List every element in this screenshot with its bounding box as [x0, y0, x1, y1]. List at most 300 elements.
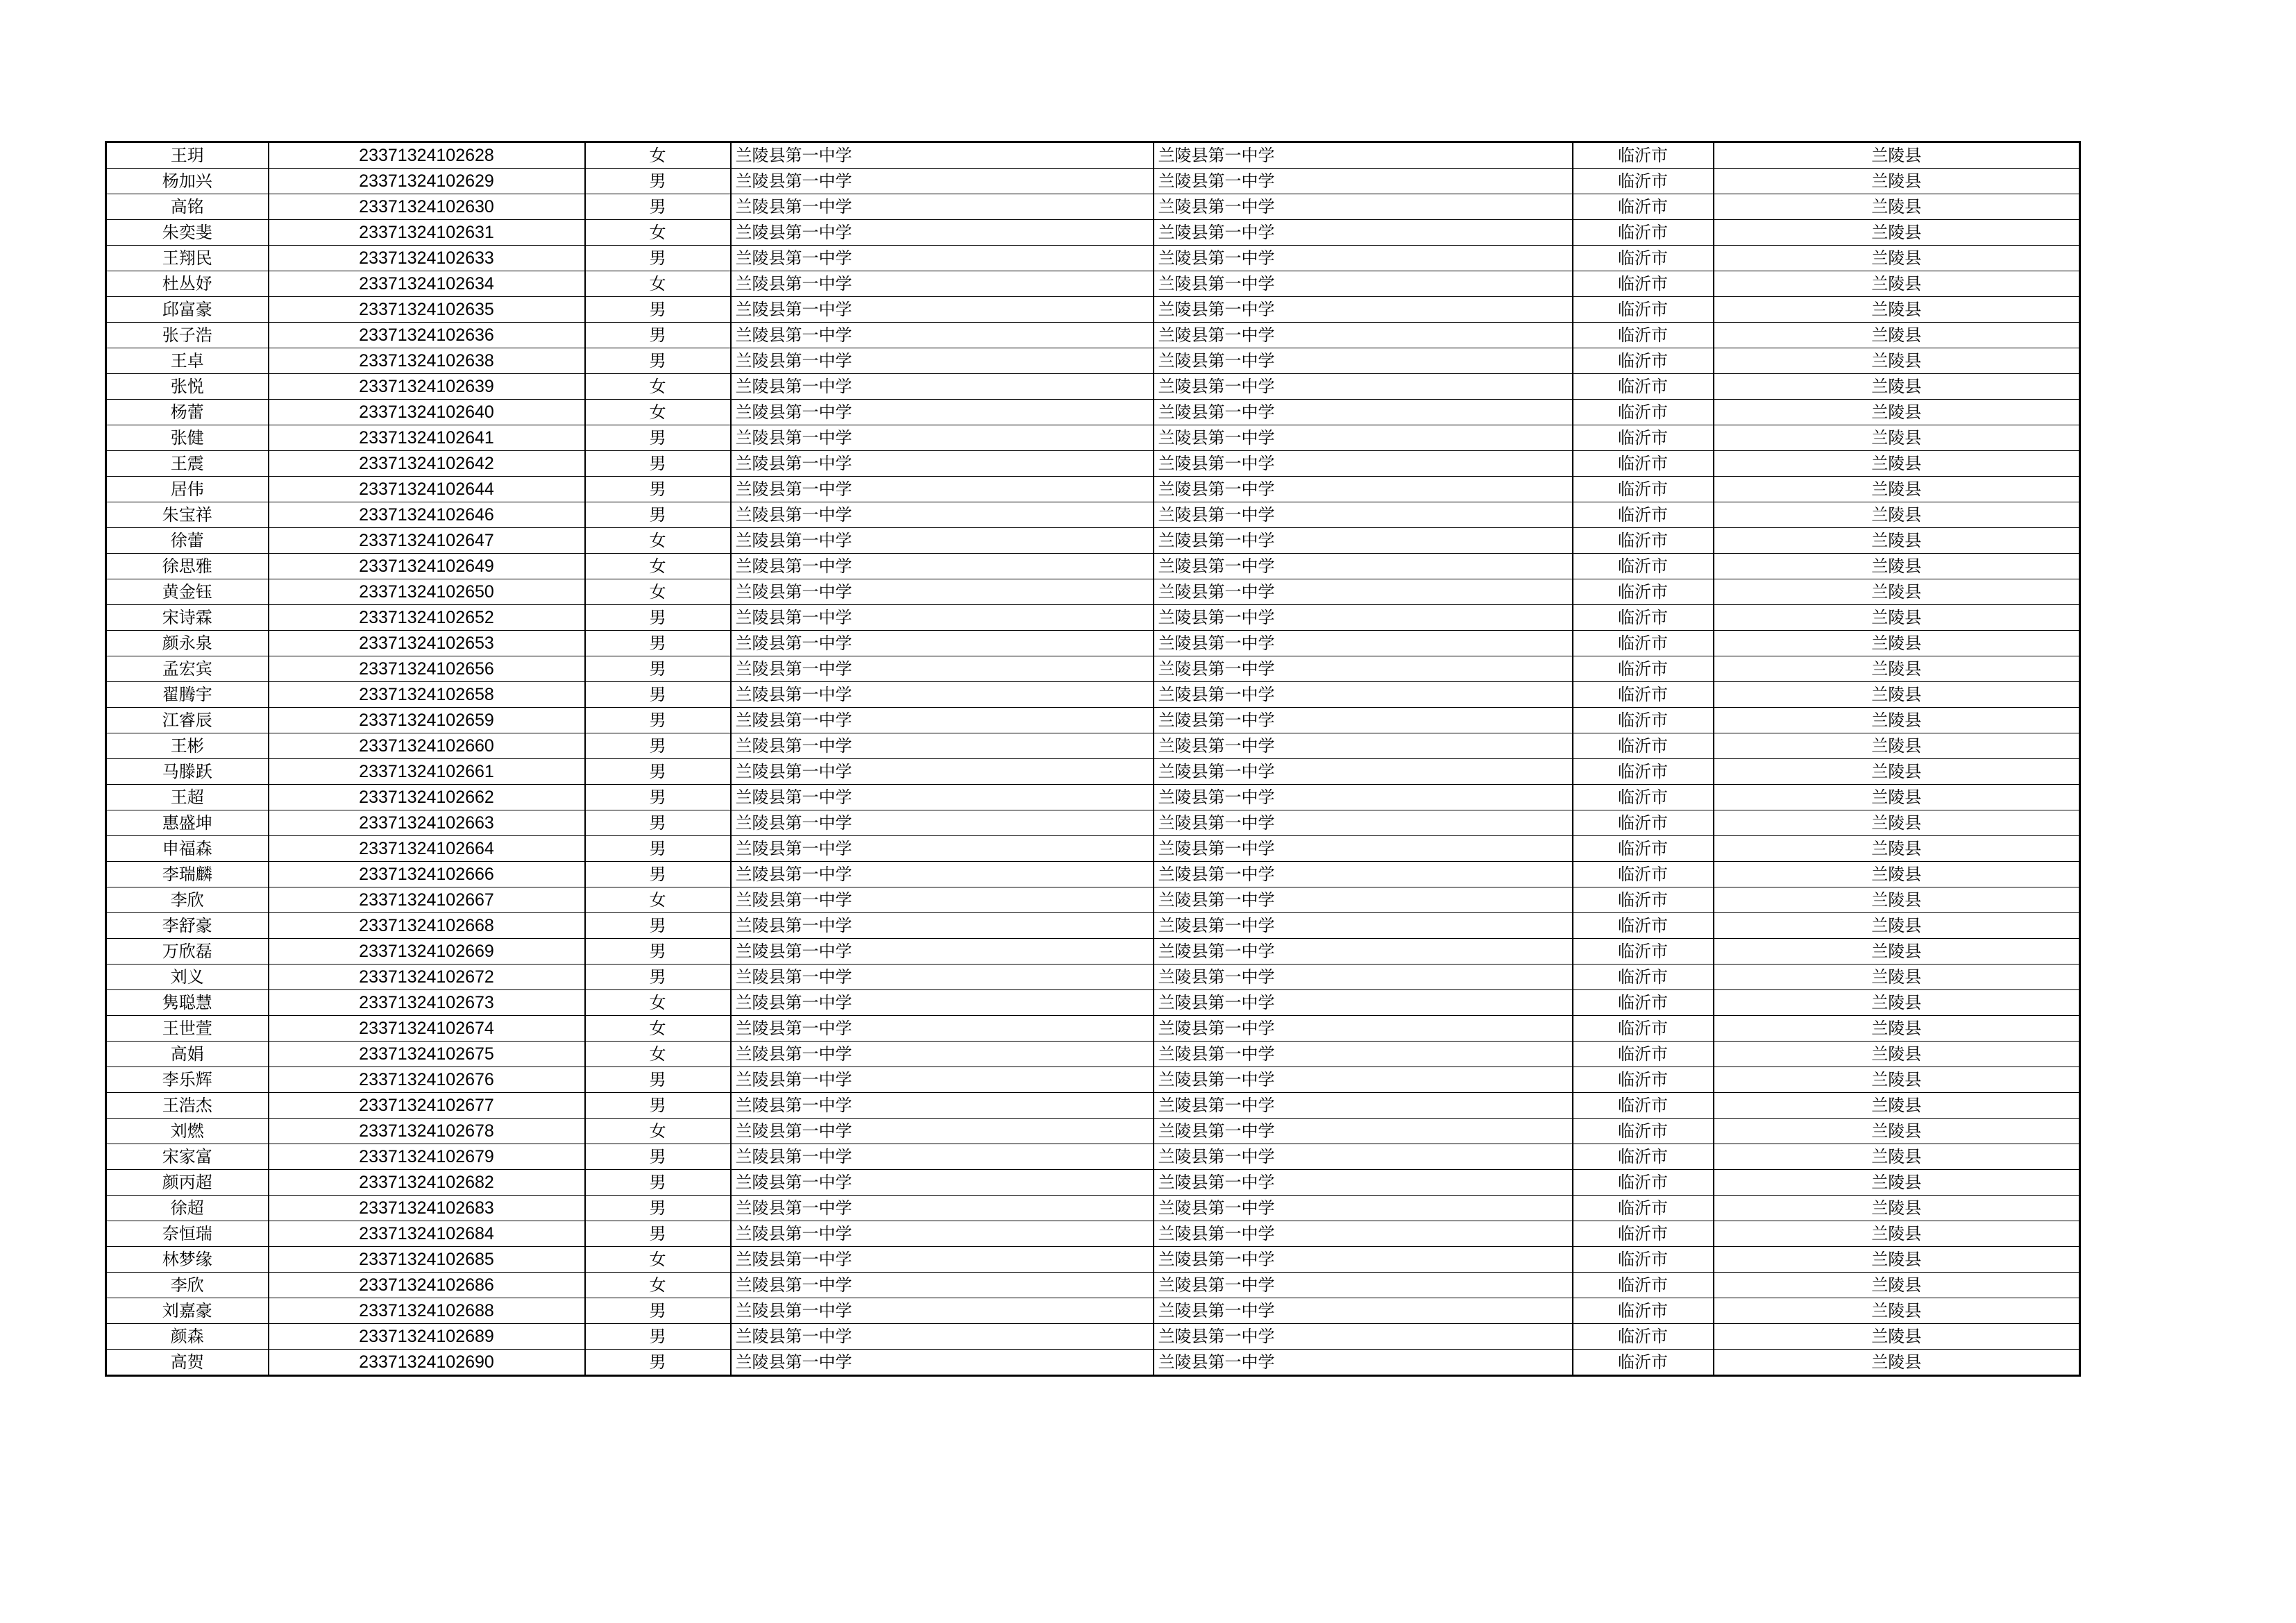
student-name-cell: 惠盛坤 [106, 810, 269, 836]
school-cell: 兰陵县第一中学 [731, 656, 1154, 682]
table-row [106, 374, 2080, 400]
gender-cell: 男 [585, 1196, 731, 1221]
county-cell: 兰陵县 [1714, 656, 2080, 682]
gender-cell: 男 [585, 1350, 731, 1376]
city-cell: 临沂市 [1573, 1273, 1714, 1298]
table-row [106, 785, 2080, 810]
county-cell: 兰陵县 [1714, 1196, 2080, 1221]
city-cell: 临沂市 [1573, 1016, 1714, 1042]
registered-school-cell: 兰陵县第一中学 [1154, 1119, 1573, 1144]
school-cell: 兰陵县第一中学 [731, 1067, 1154, 1093]
school-cell: 兰陵县第一中学 [731, 425, 1154, 451]
table-row [106, 246, 2080, 271]
table-row [106, 502, 2080, 528]
student-name-cell: 张健 [106, 425, 269, 451]
table-row [106, 142, 2080, 169]
exam-number-cell: 23371324102677 [269, 1093, 585, 1119]
table-row [106, 271, 2080, 297]
student-name-cell: 刘嘉豪 [106, 1298, 269, 1324]
student-name-cell: 宋家富 [106, 1144, 269, 1170]
table-row [106, 1144, 2080, 1170]
school-cell: 兰陵县第一中学 [731, 887, 1154, 913]
gender-cell: 男 [585, 631, 731, 656]
city-cell: 临沂市 [1573, 708, 1714, 733]
school-cell: 兰陵县第一中学 [731, 1042, 1154, 1067]
table-row [106, 220, 2080, 246]
exam-number-cell: 23371324102666 [269, 862, 585, 887]
student-name-cell: 朱宝祥 [106, 502, 269, 528]
student-name-cell: 高娟 [106, 1042, 269, 1067]
gender-cell: 男 [585, 939, 731, 965]
city-cell: 临沂市 [1573, 1067, 1714, 1093]
county-cell: 兰陵县 [1714, 759, 2080, 785]
exam-number-cell: 23371324102668 [269, 913, 585, 939]
student-name-cell: 颜丙超 [106, 1170, 269, 1196]
student-name-cell: 奈恒瑞 [106, 1221, 269, 1247]
exam-number-cell: 23371324102658 [269, 682, 585, 708]
registered-school-cell: 兰陵县第一中学 [1154, 297, 1573, 323]
exam-number-cell: 23371324102663 [269, 810, 585, 836]
table-row [106, 1324, 2080, 1350]
county-cell: 兰陵县 [1714, 348, 2080, 374]
school-cell: 兰陵县第一中学 [731, 1221, 1154, 1247]
county-cell: 兰陵县 [1714, 1247, 2080, 1273]
gender-cell: 男 [585, 246, 731, 271]
table-row [106, 477, 2080, 502]
exam-number-cell: 23371324102640 [269, 400, 585, 425]
registered-school-cell: 兰陵县第一中学 [1154, 1221, 1573, 1247]
school-cell: 兰陵县第一中学 [731, 374, 1154, 400]
county-cell: 兰陵县 [1714, 1324, 2080, 1350]
school-cell: 兰陵县第一中学 [731, 502, 1154, 528]
registered-school-cell: 兰陵县第一中学 [1154, 759, 1573, 785]
table-row [106, 1273, 2080, 1298]
gender-cell: 女 [585, 528, 731, 554]
exam-number-cell: 23371324102642 [269, 451, 585, 477]
school-cell: 兰陵县第一中学 [731, 1350, 1154, 1376]
school-cell: 兰陵县第一中学 [731, 965, 1154, 990]
school-cell: 兰陵县第一中学 [731, 759, 1154, 785]
school-cell: 兰陵县第一中学 [731, 194, 1154, 220]
table-row [106, 682, 2080, 708]
student-name-cell: 徐超 [106, 1196, 269, 1221]
county-cell: 兰陵县 [1714, 1042, 2080, 1067]
school-cell: 兰陵县第一中学 [731, 682, 1154, 708]
county-cell: 兰陵县 [1714, 631, 2080, 656]
school-cell: 兰陵县第一中学 [731, 271, 1154, 297]
school-cell: 兰陵县第一中学 [731, 169, 1154, 194]
school-cell: 兰陵县第一中学 [731, 1196, 1154, 1221]
student-name-cell: 刘义 [106, 965, 269, 990]
student-name-cell: 李乐辉 [106, 1067, 269, 1093]
table-row [106, 862, 2080, 887]
exam-number-cell: 23371324102664 [269, 836, 585, 862]
registered-school-cell: 兰陵县第一中学 [1154, 374, 1573, 400]
gender-cell: 男 [585, 348, 731, 374]
student-name-cell: 隽聪慧 [106, 990, 269, 1016]
gender-cell: 男 [585, 656, 731, 682]
county-cell: 兰陵县 [1714, 554, 2080, 579]
exam-number-cell: 23371324102685 [269, 1247, 585, 1273]
county-cell: 兰陵县 [1714, 142, 2080, 169]
student-name-cell: 黄金钰 [106, 579, 269, 605]
registered-school-cell: 兰陵县第一中学 [1154, 348, 1573, 374]
county-cell: 兰陵县 [1714, 913, 2080, 939]
registered-school-cell: 兰陵县第一中学 [1154, 1067, 1573, 1093]
county-cell: 兰陵县 [1714, 1273, 2080, 1298]
exam-number-cell: 23371324102678 [269, 1119, 585, 1144]
student-name-cell: 李欣 [106, 1273, 269, 1298]
exam-number-cell: 23371324102653 [269, 631, 585, 656]
exam-number-cell: 23371324102689 [269, 1324, 585, 1350]
county-cell: 兰陵县 [1714, 451, 2080, 477]
table-row [106, 400, 2080, 425]
city-cell: 临沂市 [1573, 451, 1714, 477]
gender-cell: 男 [585, 502, 731, 528]
registered-school-cell: 兰陵县第一中学 [1154, 1144, 1573, 1170]
school-cell: 兰陵县第一中学 [731, 323, 1154, 348]
school-cell: 兰陵县第一中学 [731, 862, 1154, 887]
student-name-cell: 马滕跃 [106, 759, 269, 785]
city-cell: 临沂市 [1573, 810, 1714, 836]
gender-cell: 男 [585, 1221, 731, 1247]
registered-school-cell: 兰陵县第一中学 [1154, 528, 1573, 554]
registered-school-cell: 兰陵县第一中学 [1154, 246, 1573, 271]
exam-number-cell: 23371324102635 [269, 297, 585, 323]
gender-cell: 男 [585, 297, 731, 323]
school-cell: 兰陵县第一中学 [731, 836, 1154, 862]
county-cell: 兰陵县 [1714, 1067, 2080, 1093]
registered-school-cell: 兰陵县第一中学 [1154, 631, 1573, 656]
registered-school-cell: 兰陵县第一中学 [1154, 1324, 1573, 1350]
county-cell: 兰陵县 [1714, 1093, 2080, 1119]
city-cell: 临沂市 [1573, 1196, 1714, 1221]
county-cell: 兰陵县 [1714, 965, 2080, 990]
city-cell: 临沂市 [1573, 913, 1714, 939]
school-cell: 兰陵县第一中学 [731, 400, 1154, 425]
table-row [106, 1170, 2080, 1196]
county-cell: 兰陵县 [1714, 733, 2080, 759]
student-name-cell: 王世萱 [106, 1016, 269, 1042]
registered-school-cell: 兰陵县第一中学 [1154, 579, 1573, 605]
city-cell: 临沂市 [1573, 528, 1714, 554]
city-cell: 临沂市 [1573, 862, 1714, 887]
county-cell: 兰陵县 [1714, 1170, 2080, 1196]
county-cell: 兰陵县 [1714, 887, 2080, 913]
table-row [106, 323, 2080, 348]
registered-school-cell: 兰陵县第一中学 [1154, 836, 1573, 862]
county-cell: 兰陵县 [1714, 682, 2080, 708]
exam-number-cell: 23371324102676 [269, 1067, 585, 1093]
table-row [106, 1196, 2080, 1221]
school-cell: 兰陵县第一中学 [731, 1144, 1154, 1170]
gender-cell: 男 [585, 759, 731, 785]
exam-number-cell: 23371324102662 [269, 785, 585, 810]
table-row [106, 965, 2080, 990]
gender-cell: 男 [585, 810, 731, 836]
registered-school-cell: 兰陵县第一中学 [1154, 451, 1573, 477]
exam-number-cell: 23371324102656 [269, 656, 585, 682]
county-cell: 兰陵县 [1714, 194, 2080, 220]
city-cell: 临沂市 [1573, 400, 1714, 425]
table-row [106, 1093, 2080, 1119]
city-cell: 临沂市 [1573, 785, 1714, 810]
exam-number-cell: 23371324102631 [269, 220, 585, 246]
table-row [106, 759, 2080, 785]
county-cell: 兰陵县 [1714, 836, 2080, 862]
student-name-cell: 杜丛妤 [106, 271, 269, 297]
gender-cell: 男 [585, 1144, 731, 1170]
student-name-cell: 杨加兴 [106, 169, 269, 194]
student-name-cell: 李瑞麟 [106, 862, 269, 887]
exam-number-cell: 23371324102675 [269, 1042, 585, 1067]
student-name-cell: 孟宏宾 [106, 656, 269, 682]
city-cell: 临沂市 [1573, 682, 1714, 708]
city-cell: 临沂市 [1573, 759, 1714, 785]
county-cell: 兰陵县 [1714, 477, 2080, 502]
student-name-cell: 徐思雅 [106, 554, 269, 579]
city-cell: 临沂市 [1573, 1298, 1714, 1324]
exam-number-cell: 23371324102639 [269, 374, 585, 400]
school-cell: 兰陵县第一中学 [731, 1298, 1154, 1324]
registered-school-cell: 兰陵县第一中学 [1154, 1042, 1573, 1067]
county-cell: 兰陵县 [1714, 862, 2080, 887]
table-row [106, 939, 2080, 965]
student-name-cell: 颜森 [106, 1324, 269, 1350]
student-name-cell: 杨蕾 [106, 400, 269, 425]
county-cell: 兰陵县 [1714, 220, 2080, 246]
exam-number-cell: 23371324102641 [269, 425, 585, 451]
gender-cell: 女 [585, 887, 731, 913]
gender-cell: 女 [585, 1119, 731, 1144]
gender-cell: 男 [585, 836, 731, 862]
student-name-cell: 刘燃 [106, 1119, 269, 1144]
registered-school-cell: 兰陵县第一中学 [1154, 605, 1573, 631]
registered-school-cell: 兰陵县第一中学 [1154, 271, 1573, 297]
city-cell: 临沂市 [1573, 477, 1714, 502]
exam-number-cell: 23371324102628 [269, 142, 585, 169]
school-cell: 兰陵县第一中学 [731, 477, 1154, 502]
gender-cell: 女 [585, 1042, 731, 1067]
city-cell: 临沂市 [1573, 1221, 1714, 1247]
student-name-cell: 林梦缘 [106, 1247, 269, 1273]
exam-number-cell: 23371324102650 [269, 579, 585, 605]
exam-number-cell: 23371324102688 [269, 1298, 585, 1324]
registered-school-cell: 兰陵县第一中学 [1154, 477, 1573, 502]
gender-cell: 女 [585, 1247, 731, 1273]
registered-school-cell: 兰陵县第一中学 [1154, 142, 1573, 169]
city-cell: 临沂市 [1573, 939, 1714, 965]
student-name-cell: 颜永泉 [106, 631, 269, 656]
exam-number-cell: 23371324102673 [269, 990, 585, 1016]
gender-cell: 女 [585, 1016, 731, 1042]
exam-number-cell: 23371324102636 [269, 323, 585, 348]
county-cell: 兰陵县 [1714, 990, 2080, 1016]
school-cell: 兰陵县第一中学 [731, 1093, 1154, 1119]
county-cell: 兰陵县 [1714, 528, 2080, 554]
city-cell: 临沂市 [1573, 220, 1714, 246]
county-cell: 兰陵县 [1714, 169, 2080, 194]
table-row [106, 579, 2080, 605]
student-name-cell: 高铭 [106, 194, 269, 220]
city-cell: 临沂市 [1573, 271, 1714, 297]
county-cell: 兰陵县 [1714, 323, 2080, 348]
exam-number-cell: 23371324102661 [269, 759, 585, 785]
student-name-cell: 王震 [106, 451, 269, 477]
school-cell: 兰陵县第一中学 [731, 990, 1154, 1016]
city-cell: 临沂市 [1573, 1119, 1714, 1144]
exam-number-cell: 23371324102667 [269, 887, 585, 913]
student-name-cell: 王浩杰 [106, 1093, 269, 1119]
city-cell: 临沂市 [1573, 554, 1714, 579]
gender-cell: 女 [585, 554, 731, 579]
registered-school-cell: 兰陵县第一中学 [1154, 169, 1573, 194]
school-cell: 兰陵县第一中学 [731, 1247, 1154, 1273]
city-cell: 临沂市 [1573, 656, 1714, 682]
school-cell: 兰陵县第一中学 [731, 1016, 1154, 1042]
table-row [106, 528, 2080, 554]
gender-cell: 女 [585, 271, 731, 297]
county-cell: 兰陵县 [1714, 810, 2080, 836]
student-name-cell: 王超 [106, 785, 269, 810]
school-cell: 兰陵县第一中学 [731, 579, 1154, 605]
exam-number-cell: 23371324102634 [269, 271, 585, 297]
exam-number-cell: 23371324102690 [269, 1350, 585, 1376]
exam-number-cell: 23371324102660 [269, 733, 585, 759]
table-row [106, 348, 2080, 374]
registered-school-cell: 兰陵县第一中学 [1154, 682, 1573, 708]
registered-school-cell: 兰陵县第一中学 [1154, 939, 1573, 965]
gender-cell: 女 [585, 220, 731, 246]
registered-school-cell: 兰陵县第一中学 [1154, 1350, 1573, 1376]
county-cell: 兰陵县 [1714, 400, 2080, 425]
registered-school-cell: 兰陵县第一中学 [1154, 708, 1573, 733]
city-cell: 临沂市 [1573, 194, 1714, 220]
school-cell: 兰陵县第一中学 [731, 939, 1154, 965]
table-row [106, 1247, 2080, 1273]
gender-cell: 男 [585, 169, 731, 194]
table-row [106, 1119, 2080, 1144]
gender-cell: 男 [585, 1067, 731, 1093]
city-cell: 临沂市 [1573, 1350, 1714, 1376]
registered-school-cell: 兰陵县第一中学 [1154, 323, 1573, 348]
school-cell: 兰陵县第一中学 [731, 913, 1154, 939]
county-cell: 兰陵县 [1714, 425, 2080, 451]
city-cell: 临沂市 [1573, 990, 1714, 1016]
student-name-cell: 宋诗霖 [106, 605, 269, 631]
table-row [106, 913, 2080, 939]
gender-cell: 男 [585, 1298, 731, 1324]
table-row [106, 605, 2080, 631]
exam-number-cell: 23371324102659 [269, 708, 585, 733]
gender-cell: 男 [585, 1170, 731, 1196]
county-cell: 兰陵县 [1714, 1221, 2080, 1247]
table-row [106, 810, 2080, 836]
registered-school-cell: 兰陵县第一中学 [1154, 425, 1573, 451]
county-cell: 兰陵县 [1714, 502, 2080, 528]
school-cell: 兰陵县第一中学 [731, 1273, 1154, 1298]
city-cell: 临沂市 [1573, 246, 1714, 271]
county-cell: 兰陵县 [1714, 939, 2080, 965]
student-name-cell: 万欣磊 [106, 939, 269, 965]
city-cell: 临沂市 [1573, 142, 1714, 169]
exam-number-cell: 23371324102630 [269, 194, 585, 220]
table-row [106, 887, 2080, 913]
exam-number-cell: 23371324102629 [269, 169, 585, 194]
city-cell: 临沂市 [1573, 502, 1714, 528]
gender-cell: 男 [585, 194, 731, 220]
student-name-cell: 邱富豪 [106, 297, 269, 323]
gender-cell: 男 [585, 451, 731, 477]
exam-number-cell: 23371324102644 [269, 477, 585, 502]
registered-school-cell: 兰陵县第一中学 [1154, 1247, 1573, 1273]
gender-cell: 男 [585, 1093, 731, 1119]
county-cell: 兰陵县 [1714, 605, 2080, 631]
city-cell: 临沂市 [1573, 1144, 1714, 1170]
registered-school-cell: 兰陵县第一中学 [1154, 502, 1573, 528]
city-cell: 临沂市 [1573, 605, 1714, 631]
gender-cell: 男 [585, 733, 731, 759]
school-cell: 兰陵县第一中学 [731, 1170, 1154, 1196]
table-row [106, 169, 2080, 194]
gender-cell: 女 [585, 579, 731, 605]
roster-body [106, 142, 2080, 1376]
student-name-cell: 王卓 [106, 348, 269, 374]
school-cell: 兰陵县第一中学 [731, 1119, 1154, 1144]
table-row [106, 554, 2080, 579]
registered-school-cell: 兰陵县第一中学 [1154, 656, 1573, 682]
gender-cell: 女 [585, 1273, 731, 1298]
gender-cell: 男 [585, 862, 731, 887]
student-name-cell: 王翔民 [106, 246, 269, 271]
registered-school-cell: 兰陵县第一中学 [1154, 400, 1573, 425]
table-row [106, 425, 2080, 451]
gender-cell: 男 [585, 1324, 731, 1350]
student-name-cell: 张悦 [106, 374, 269, 400]
registered-school-cell: 兰陵县第一中学 [1154, 1170, 1573, 1196]
exam-number-cell: 23371324102649 [269, 554, 585, 579]
school-cell: 兰陵县第一中学 [731, 297, 1154, 323]
city-cell: 临沂市 [1573, 887, 1714, 913]
county-cell: 兰陵县 [1714, 297, 2080, 323]
student-name-cell: 李舒豪 [106, 913, 269, 939]
exam-number-cell: 23371324102682 [269, 1170, 585, 1196]
student-name-cell: 高贺 [106, 1350, 269, 1376]
city-cell: 临沂市 [1573, 297, 1714, 323]
city-cell: 临沂市 [1573, 836, 1714, 862]
exam-number-cell: 23371324102686 [269, 1273, 585, 1298]
exam-number-cell: 23371324102652 [269, 605, 585, 631]
registered-school-cell: 兰陵县第一中学 [1154, 1273, 1573, 1298]
table-row [106, 708, 2080, 733]
table-row [106, 1067, 2080, 1093]
school-cell: 兰陵县第一中学 [731, 142, 1154, 169]
table-row [106, 1221, 2080, 1247]
table-row [106, 1016, 2080, 1042]
gender-cell: 男 [585, 323, 731, 348]
county-cell: 兰陵县 [1714, 1144, 2080, 1170]
county-cell: 兰陵县 [1714, 1016, 2080, 1042]
gender-cell: 女 [585, 990, 731, 1016]
gender-cell: 男 [585, 425, 731, 451]
table-row [106, 990, 2080, 1016]
county-cell: 兰陵县 [1714, 246, 2080, 271]
student-name-cell: 张子浩 [106, 323, 269, 348]
gender-cell: 男 [585, 965, 731, 990]
registered-school-cell: 兰陵县第一中学 [1154, 965, 1573, 990]
city-cell: 临沂市 [1573, 631, 1714, 656]
city-cell: 临沂市 [1573, 1324, 1714, 1350]
